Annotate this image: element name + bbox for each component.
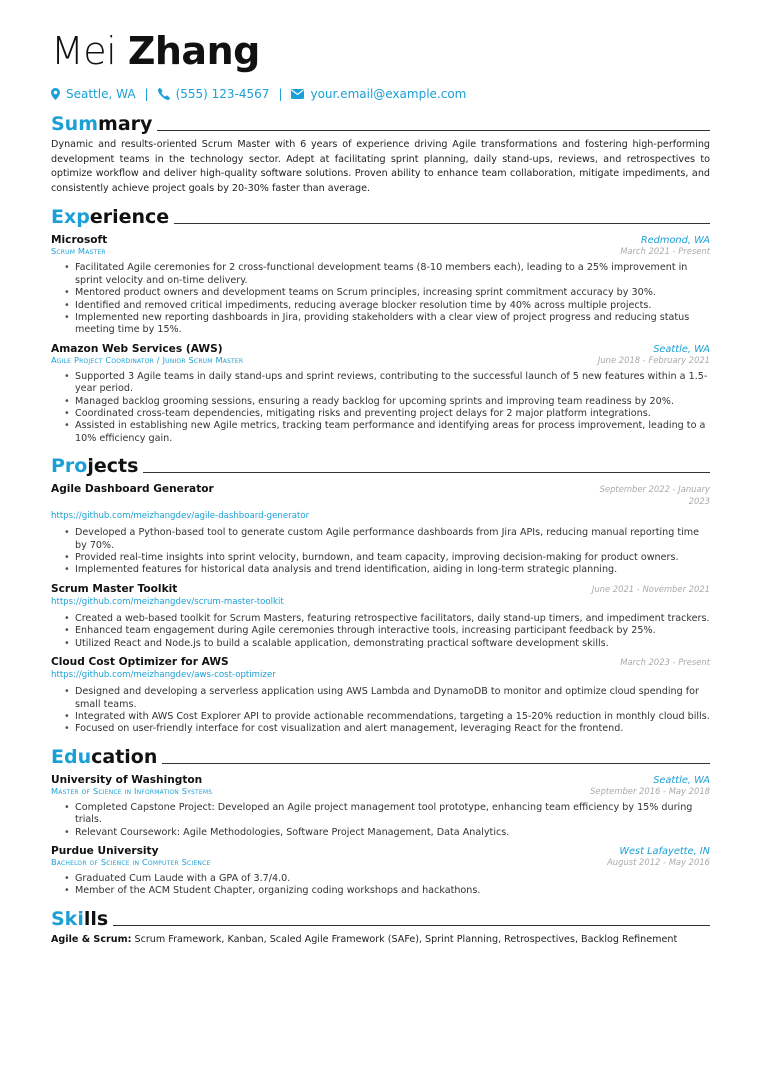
bullet-item: • Implemented features for historical data analysis and trend identification, aiding in long-term strategic planning. (64, 564, 710, 576)
school-location: Seattle, WA (653, 774, 710, 786)
bullet-item: • Implemented new reporting dashboards in Jira, providing stakeholders with a clear view of project progress and reducing status meeting time by 15%. (64, 312, 710, 337)
school-date: August 2012 - May 2016 (607, 856, 710, 867)
projects-heading: Projects (51, 453, 710, 477)
bullet-item: • Relevant Coursework: Agile Methodologies, Software Project Management, Data Analytics. (64, 827, 710, 839)
envelope-icon (291, 89, 304, 99)
bullet-item: • Graduated Cum Laude with a GPA of 3.7/4.0. (64, 873, 710, 885)
project-link[interactable]: https://github.com/meizhangdev/aws-cost-optimizer (51, 670, 276, 681)
job-date: March 2021 - Present (620, 246, 710, 257)
bullet-item: • Provided real-time insights into sprint velocity, burndown, and team capacity, improving decision-making for product owners. (64, 552, 710, 564)
bullet-item: • Facilitated Agile ceremonies for 2 cross-functional development teams (8-10 members each), leading to a 25% improvement in sprint velocity and on-time delivery. (64, 262, 710, 287)
project-link[interactable]: https://github.com/meizhangdev/scrum-master-toolkit (51, 596, 284, 607)
phone-icon (158, 88, 170, 100)
project-entry (51, 483, 710, 577)
bullet-item: • Completed Capstone Project: Developed an Agile project management tool prototype, enhancing team efficiency by 15% during trials. (64, 802, 710, 827)
skills-label: Agile & Scrum: (51, 933, 132, 945)
project-bullets (51, 613, 710, 650)
section-rule (157, 130, 710, 131)
bullet-item: • Managed backlog grooming sessions, ensuring a ready backlog for upcoming sprints and improving team readiness by 20%. (64, 396, 710, 408)
contact-line (51, 85, 710, 103)
section-rule (162, 763, 710, 764)
job-bullets (51, 262, 710, 336)
project-date: June 2021 - November 2021 (591, 583, 710, 594)
summary-heading: Summary (51, 111, 710, 135)
project-date: September 2022 - January 2023 (599, 484, 710, 507)
bullet-item: • Member of the ACM Student Chapter, organizing coding workshops and hackathons. (64, 885, 710, 897)
bullet-item: • Identified and removed critical impediments, reducing average blocker resolution time by 40% across multiple projects. (64, 300, 710, 312)
project-link[interactable]: https://github.com/meizhangdev/agile-dashboard-generator (51, 511, 310, 522)
phone-text: (555) 123-4567 (175, 87, 270, 101)
project-name: Cloud Cost Optimizer for AWS (51, 656, 229, 669)
section-rule (143, 472, 710, 473)
skills-heading: Skills (51, 906, 710, 930)
degree: Bachelor of Science in Computer Science (51, 856, 211, 867)
job-entry (51, 234, 710, 336)
education-heading: Education (51, 744, 710, 768)
email-text: your.email@example.com (310, 87, 467, 101)
degree: Master of Science in Information Systems (51, 785, 213, 796)
experience-heading: Experience (51, 204, 710, 228)
bullet-item: • Enhanced team engagement during Agile ceremonies through interactive tools, increasing participant feedback by 25%. (64, 625, 710, 637)
map-pin-icon (51, 88, 60, 100)
location-text: Seattle, WA (66, 87, 136, 101)
bullet-item: • Developed a Python-based tool to generate custom Agile performance dashboards from Jira APIs, reducing manual reporting time by 70%. (64, 527, 710, 552)
bullet-item: • Focused on user-friendly interface for cost visualization and alert management, leveraging React for the frontend. (64, 723, 710, 735)
bullet-item: • Integrated with AWS Cost Explorer API to provide actionable recommendations, targeting a 15-20% reduction in monthly cloud bills. (64, 711, 710, 723)
first-name: Mei (51, 29, 117, 73)
company-name: Amazon Web Services (AWS) (51, 342, 223, 355)
bullet-item: • Designed and developing a serverless application using AWS Lambda and DynamoDB to monitor and optimize cloud spending for small teams. (64, 686, 710, 711)
contact-location (51, 87, 136, 101)
contact-separator: | (278, 87, 283, 101)
last-name: Zhang (127, 29, 260, 73)
project-name: Agile Dashboard Generator (51, 483, 214, 496)
school-name: University of Washington (51, 773, 203, 786)
section-rule (174, 223, 710, 224)
job-entry (51, 343, 710, 445)
project-name: Scrum Master Toolkit (51, 582, 178, 595)
bullet-item: • Created a web-based toolkit for Scrum Masters, featuring retrospective facilitators, daily stand-up timers, and impediment trackers. (64, 613, 710, 625)
contact-phone[interactable] (158, 87, 270, 101)
job-date: June 2018 - February 2021 (597, 354, 710, 365)
summary-text: Dynamic and results-oriented Scrum Master with 6 years of experience driving Agile transformations and fostering high-performing development teams in the technology sector. Adept at facilitating sprint planning, daily stand-ups, reviews, and retrospectives to optimize workflow and deliver high-quality software solutions. Proven ability to enhance team collaboration, mitigate impediments, and consistently achieve project goals by 20-30% faster than average. (51, 139, 710, 194)
school-entry (51, 774, 710, 839)
bullet-item: • Coordinated cross-team dependencies, mitigating risks and preventing project delays for 2 major platform integrations. (64, 408, 710, 420)
bullet-item: • Assisted in establishing new Agile metrics, tracking team performance and identifying areas for process improvement, leading to a 10% efficiency gain. (64, 420, 710, 445)
project-entry (51, 583, 710, 650)
contact-separator: | (144, 87, 149, 101)
job-location: Seattle, WA (653, 343, 710, 355)
school-name: Purdue University (51, 844, 159, 857)
company-name: Microsoft (51, 234, 108, 247)
skills-line (51, 934, 710, 945)
job-role: Agile Project Coordinator / Junior Scrum Master (51, 354, 244, 365)
skills-value: Scrum Framework, Kanban, Scaled Agile Framework (SAFe), Sprint Planning, Retrospectives, Backlog Refinement (134, 933, 678, 945)
project-bullets (51, 686, 710, 736)
project-entry (51, 656, 710, 736)
school-date: September 2016 - May 2018 (590, 785, 710, 796)
candidate-name (51, 30, 710, 72)
school-location: West Lafayette, IN (619, 845, 710, 857)
school-bullets (51, 873, 710, 898)
contact-email[interactable] (291, 87, 466, 101)
project-bullets (51, 527, 710, 577)
school-bullets (51, 802, 710, 839)
project-date: March 2023 - Present (620, 657, 710, 668)
section-rule (113, 925, 710, 926)
job-bullets (51, 371, 710, 445)
job-role: Scrum Master (51, 246, 106, 257)
bullet-item: • Mentored product owners and development teams on Scrum principles, increasing sprint commitment accuracy by 30%. (64, 287, 710, 299)
bullet-item: • Supported 3 Agile teams in daily stand-ups and sprint reviews, contributing to the successful launch of 5 new features within a 1.5-year period. (64, 371, 710, 396)
school-entry (51, 845, 710, 898)
job-location: Redmond, WA (640, 235, 710, 247)
bullet-item: • Utilized React and Node.js to build a scalable application, demonstrating practical software development skills. (64, 638, 710, 650)
